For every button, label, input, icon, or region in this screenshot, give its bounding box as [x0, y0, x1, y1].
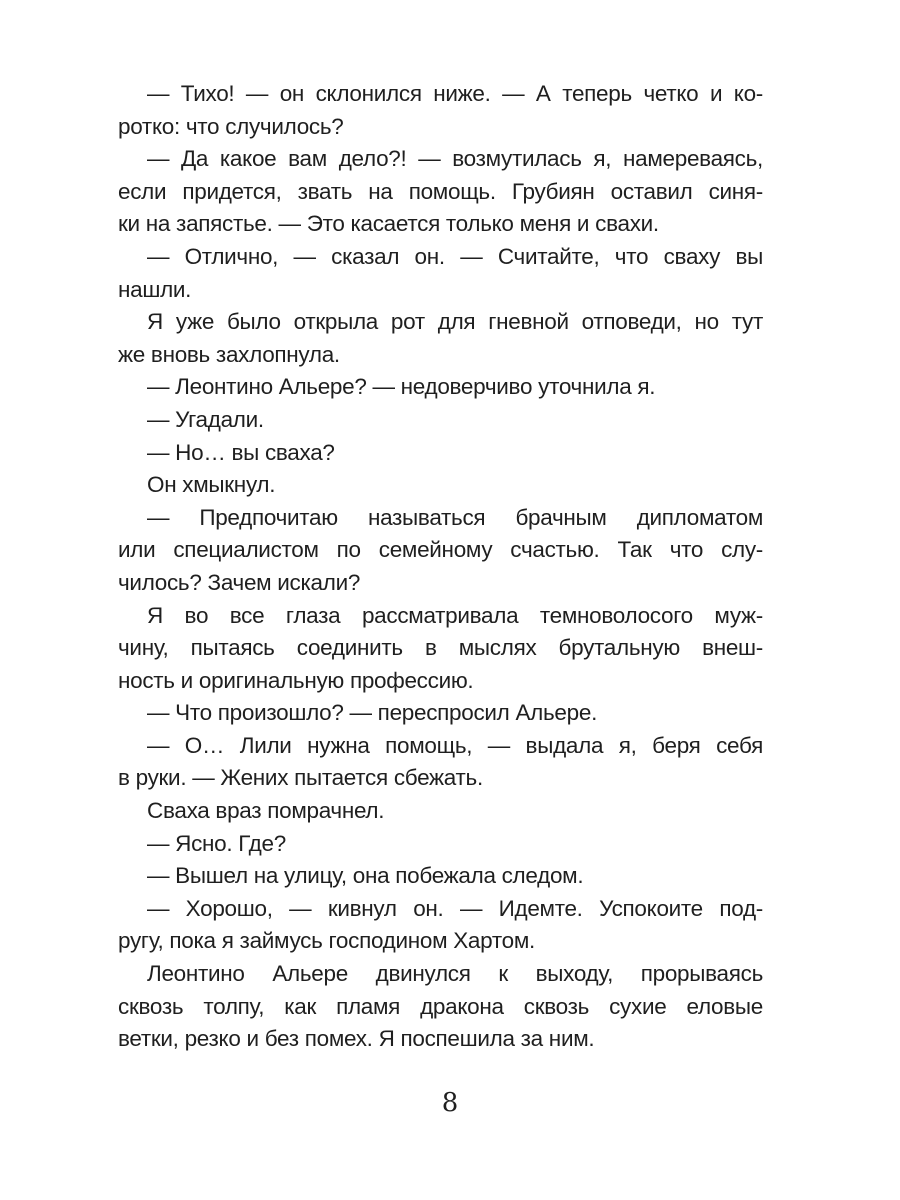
text-line: ки на запястье. — Это касается только меня и свахи.: [118, 211, 659, 237]
text-line: — Отлично, — сказал он. — Считайте, что сваху вы: [147, 243, 763, 269]
text-line: — Предпочитаю называться брачным дипломатом: [147, 504, 763, 530]
text-line: чину, пытаясь соединить в мыслях брутальную внеш-: [118, 635, 763, 661]
text-line: же вновь захлопнула.: [118, 341, 340, 367]
text-line: — Да какое вам дело?! — возмутилась я, намереваясь,: [147, 146, 763, 172]
text-line: в руки. — Жених пытается сбежать.: [118, 765, 483, 791]
body-text: [118, 78, 763, 1056]
text-line: — Тихо! — он склонился ниже. — А теперь четко и ко-: [147, 81, 763, 106]
text-line: ротко: что случилось?: [118, 113, 344, 139]
text-line: — О… Лили нужна помощь, — выдала я, беря себя: [147, 732, 763, 758]
text-line: — Леонтино Альере? — недоверчиво уточнила я.: [147, 374, 656, 400]
text-line: — Угадали.: [147, 406, 264, 432]
text-line: Леонтино Альере двинулся к выходу, прорываясь: [147, 961, 763, 987]
text-line: — Хорошо, — кивнул он. — Идемте. Успокоите под-: [147, 895, 763, 921]
text-line: чилось? Зачем искали?: [118, 569, 361, 595]
text-line: ветки, резко и без помех. Я поспешила за ним.: [118, 1026, 595, 1052]
page-number: 8: [441, 1088, 459, 1118]
text-line: — Ясно. Где?: [147, 830, 286, 856]
text-line: — Что произошло? — переспросил Альере.: [147, 700, 598, 726]
text-line: ность и оригинальную профессию.: [118, 667, 474, 693]
text-line: Сваха враз помрачнел.: [147, 798, 385, 824]
text-line: нашли.: [118, 276, 192, 302]
text-line: сквозь толпу, как пламя дракона сквозь сухие еловые: [118, 993, 763, 1019]
text-line: Он хмыкнул.: [147, 472, 276, 498]
text-line: если придется, звать на помощь. Грубиян оставил синя-: [118, 178, 763, 204]
text-line: Я уже было открыла рот для гневной отповеди, но тут: [147, 309, 763, 335]
text-line: ругу, пока я займусь господином Хартом.: [118, 928, 535, 954]
text-line: или специалистом по семейному счастью. Так что слу-: [118, 537, 763, 563]
text-line: Я во все глаза рассматривала темноволосого муж-: [147, 602, 763, 628]
text-line: — Вышел на улицу, она побежала следом.: [147, 863, 584, 889]
text-line: — Но… вы сваха?: [147, 439, 335, 465]
